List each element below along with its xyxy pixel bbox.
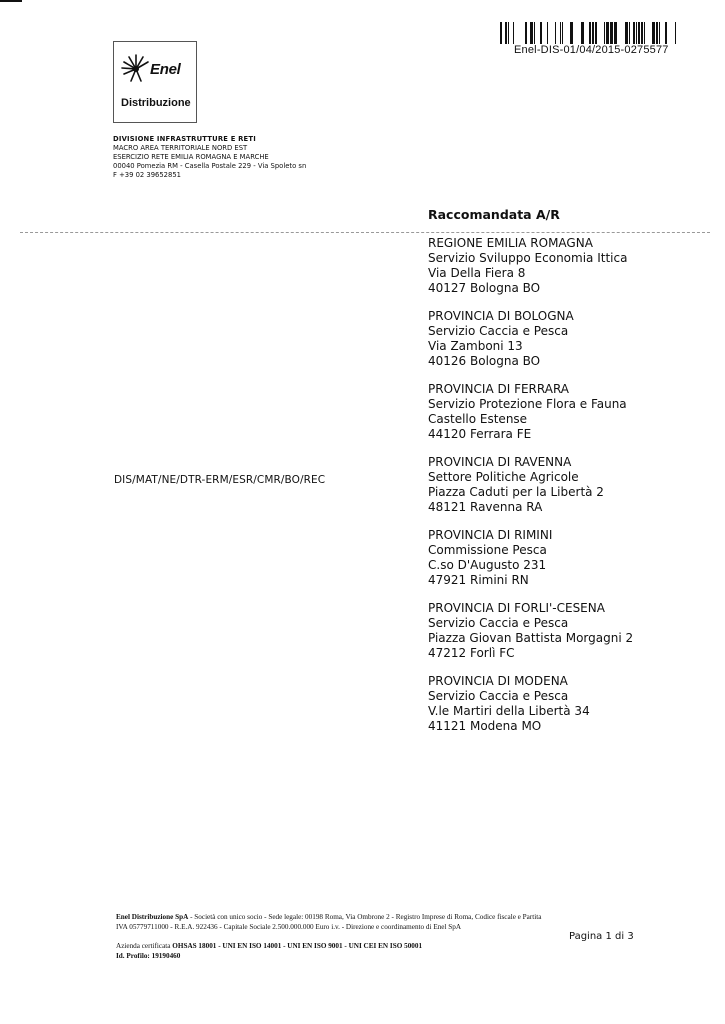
- barcode-bar: [606, 22, 609, 44]
- recipient-line: 40127 Bologna BO: [428, 281, 541, 295]
- barcode-bar: [560, 22, 561, 44]
- footer-company-name: Enel Distribuzione SpA: [116, 913, 189, 921]
- barcode-bar: [652, 22, 655, 44]
- recipient-name: PROVINCIA DI RIMINI: [428, 528, 553, 542]
- recipient-line: C.so D'Augusto 231: [428, 558, 547, 572]
- recipient-line: Piazza Caduti per la Libertà 2: [428, 485, 604, 499]
- barcode-bar: [508, 22, 509, 44]
- logo-brand: Enel: [150, 61, 181, 78]
- barcode-bar: [534, 22, 535, 44]
- barcode-bar: [581, 22, 584, 44]
- barcode-bar: [500, 22, 502, 44]
- footer-certification-list: OHSAS 18001 - UNI EN ISO 14001 - UNI EN ISO 9001 - UNI CEI EN ISO 50001: [172, 942, 423, 950]
- barcode-bar: [547, 22, 548, 44]
- recipient-name: PROVINCIA DI RAVENNA: [428, 455, 572, 469]
- recipient-line: Servizio Protezione Flora e Fauna: [428, 397, 627, 411]
- barcode-bar: [644, 22, 645, 44]
- barcode-bar: [530, 22, 533, 44]
- barcode-graphic: [500, 22, 690, 44]
- barcode-bar: [629, 22, 630, 44]
- barcode-bar: [604, 22, 605, 44]
- scan-corner-mark: [0, 0, 22, 2]
- barcode-bar: [638, 22, 640, 44]
- barcode-bar: [592, 22, 594, 44]
- division-title: DIVISIONE INFRASTRUTTURE E RETI: [113, 135, 256, 143]
- recipient-line: 44120 Ferrara FE: [428, 427, 532, 441]
- barcode-bar: [614, 22, 617, 44]
- recipient-line: 48121 Ravenna RA: [428, 500, 543, 514]
- recipient-line: Servizio Sviluppo Economia Ittica: [428, 251, 628, 265]
- recipient-line: Castello Estense: [428, 412, 528, 426]
- recipient: [428, 236, 713, 296]
- recipient-name: REGIONE EMILIA ROMAGNA: [428, 236, 593, 250]
- division-line: ESERCIZIO RETE EMILIA ROMAGNA E MARCHE: [113, 153, 269, 161]
- protocol-number: Enel-DIS-01/04/2015-0275577: [514, 44, 669, 56]
- separator-line: [20, 232, 710, 233]
- barcode-bar: [659, 22, 660, 44]
- division-line: 00040 Pomezia RM - Casella Postale 229 - Via Spoleto sn: [113, 162, 307, 170]
- recipients-list: [428, 236, 713, 747]
- barcode-bar: [665, 22, 667, 44]
- recipient: [428, 601, 713, 661]
- barcode-bar: [595, 22, 597, 44]
- recipient-line: Servizio Caccia e Pesca: [428, 616, 569, 630]
- recipient-line: 47212 Forlì FC: [428, 646, 515, 660]
- recipient-line: Settore Politiche Agricole: [428, 470, 579, 484]
- barcode-bar: [525, 22, 527, 44]
- barcode-bar: [636, 22, 637, 44]
- recipient: [428, 382, 713, 442]
- enel-logo: [113, 41, 197, 123]
- barcode-bar: [555, 22, 556, 44]
- recipient-line: Servizio Caccia e Pesca: [428, 324, 569, 338]
- barcode-bar: [562, 22, 563, 44]
- recipient-name: PROVINCIA DI BOLOGNA: [428, 309, 574, 323]
- barcode-bar: [633, 22, 635, 44]
- recipient-line: Via Zamboni 13: [428, 339, 523, 353]
- barcode-bar: [540, 22, 542, 44]
- division-block: [113, 135, 306, 180]
- reference-code: DIS/MAT/NE/DTR-ERM/ESR/CMR/BO/REC: [114, 474, 326, 486]
- recipient-name: PROVINCIA DI MODENA: [428, 674, 568, 688]
- footer-profile: [116, 952, 180, 960]
- recipient-line: Servizio Caccia e Pesca: [428, 689, 569, 703]
- barcode-bar: [513, 22, 514, 44]
- division-line: F +39 02 39652851: [113, 171, 181, 179]
- footer-certification-prefix: Azienda certificata: [116, 942, 173, 950]
- recipient: [428, 674, 713, 734]
- recipient-line: 41121 Modena MO: [428, 719, 542, 733]
- barcode-bar: [675, 22, 676, 44]
- barcode-bar: [610, 22, 613, 44]
- footer-certification: [116, 942, 422, 950]
- barcode: [500, 22, 690, 44]
- barcode-bar: [505, 22, 507, 44]
- footer-company-details: - Società con unico socio - Sede legale: 00198 Roma, Via Ombrone 2 - Registro Imprese di Roma, Codice fiscale e Partita: [188, 913, 542, 921]
- recipient-name: PROVINCIA DI FORLI'-CESENA: [428, 601, 605, 615]
- division-line: MACRO AREA TERRITORIALE NORD EST: [113, 144, 248, 152]
- logo-subtitle: Distribuzione: [121, 97, 191, 109]
- barcode-bar: [625, 22, 628, 44]
- barcode-bar: [641, 22, 643, 44]
- recipient-name: PROVINCIA DI FERRARA: [428, 382, 570, 396]
- recipient-line: V.le Martiri della Libertà 34: [428, 704, 590, 718]
- barcode-bar: [656, 22, 658, 44]
- page-number: Pagina 1 di 3: [569, 931, 634, 942]
- barcode-bar: [570, 22, 573, 44]
- footer-vat: IVA 05779711000 - R.E.A. 922436 - Capitale Sociale 2.500.000.000 Euro i.v. - Direzione e coordinamento di Enel SpA: [116, 923, 462, 931]
- recipient-line: Piazza Giovan Battista Morgagni 2: [428, 631, 634, 645]
- recipient-line: Commissione Pesca: [428, 543, 547, 557]
- recipient-line: Via Della Fiera 8: [428, 266, 526, 280]
- recipient: [428, 455, 713, 515]
- enel-sun-icon: [121, 54, 151, 84]
- recipient: [428, 309, 713, 369]
- footer-profile-id: Id. Profilo: 19190460: [116, 952, 181, 960]
- footer-company: [116, 913, 541, 921]
- barcode-bar: [589, 22, 591, 44]
- recipient-line: 47921 Rimini RN: [428, 573, 529, 587]
- recipient: [428, 528, 713, 588]
- registered-mail-label: Raccomandata A/R: [428, 207, 560, 222]
- recipient-line: 40126 Bologna BO: [428, 354, 541, 368]
